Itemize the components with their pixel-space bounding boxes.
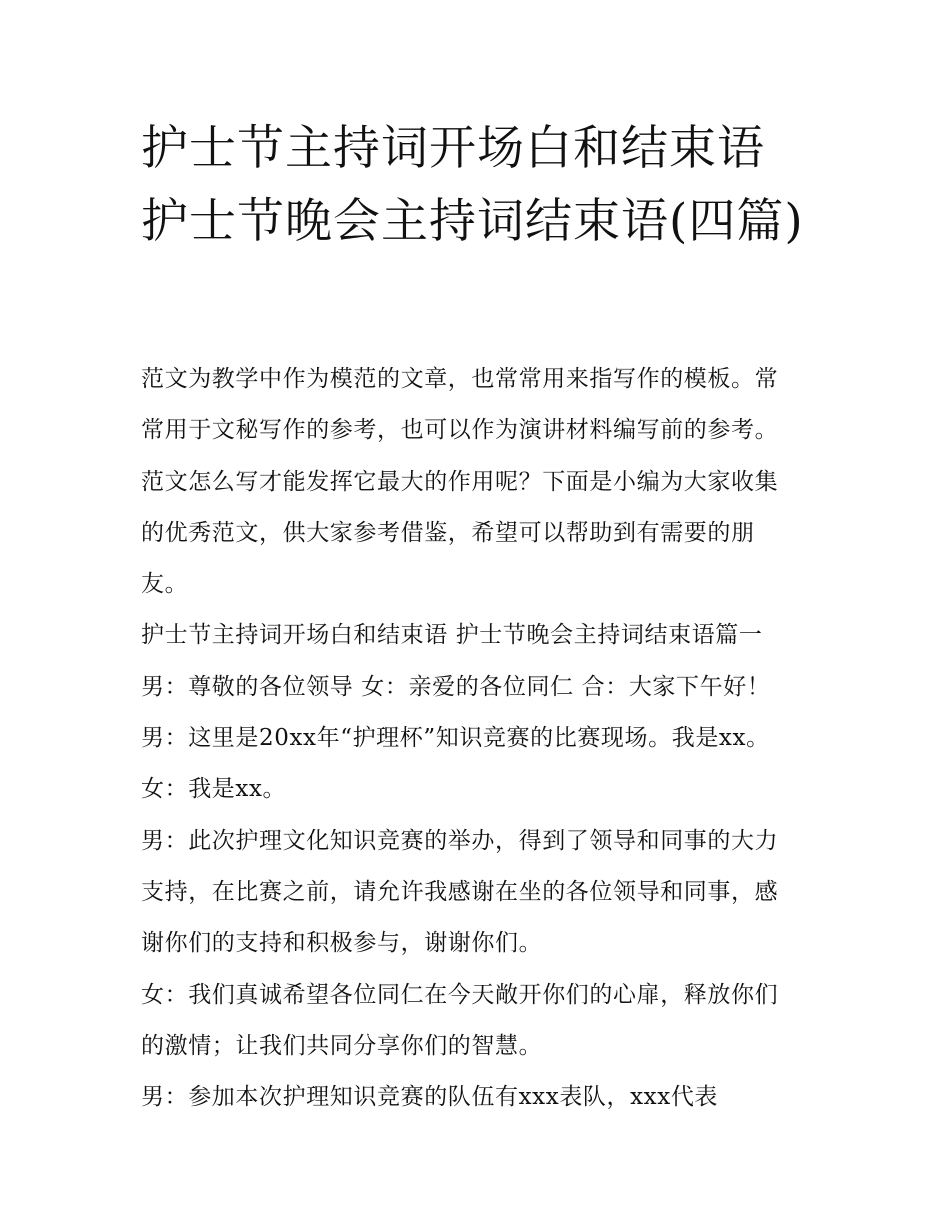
document-body bbox=[141, 354, 841, 1123]
body-line: 友。 bbox=[141, 571, 189, 598]
body-line: 范文为教学中作为模范的文章，也常常用来指写作的模板。常 bbox=[141, 366, 779, 392]
dialogue-line: 谢你们的支持和积极参与，谢谢你们。 bbox=[141, 930, 543, 957]
body-line: 的优秀范文，供大家参考借鉴，希望可以帮助到有需要的朋 bbox=[141, 519, 755, 546]
page-title: 护士节主持词开场白和结束语 护士节晚会主持词结束语(四篇) bbox=[141, 121, 804, 249]
dialogue-line: 女：我是xx。 bbox=[141, 776, 287, 803]
body-line: 范文怎么写才能发挥它最大的作用呢？下面是小编为大家收集 bbox=[141, 468, 779, 495]
dialogue-line: 男：这里是20xx年“护理杯”知识竞赛的比赛现场。我是xx。 bbox=[141, 725, 770, 752]
dialogue-line: 支持，在比赛之前，请允许我感谢在坐的各位领导和同事，感 bbox=[141, 878, 779, 905]
dialogue-line: 的激情；让我们共同分享你们的智慧。 bbox=[141, 1032, 543, 1059]
dialogue-line: 女：我们真诚希望各位同仁在今天敞开你们的心扉，释放你们 bbox=[141, 981, 779, 1008]
dialogue-line: 男：此次护理文化知识竞赛的举办，得到了领导和同事的大力 bbox=[141, 827, 779, 854]
body-line: 常用于文秘写作的参考，也可以作为演讲材料编写前的参考。 bbox=[141, 417, 779, 444]
dialogue-line: 男：尊敬的各位领导 女：亲爱的各位同仁 合：大家下午好！ bbox=[141, 673, 771, 700]
section-heading-line: 护士节主持词开场白和结束语 护士节晚会主持词结束语篇一 bbox=[141, 622, 763, 649]
dialogue-line: 男：参加本次护理知识竞赛的队伍有xxx表队，xxx代表 bbox=[141, 1084, 719, 1111]
